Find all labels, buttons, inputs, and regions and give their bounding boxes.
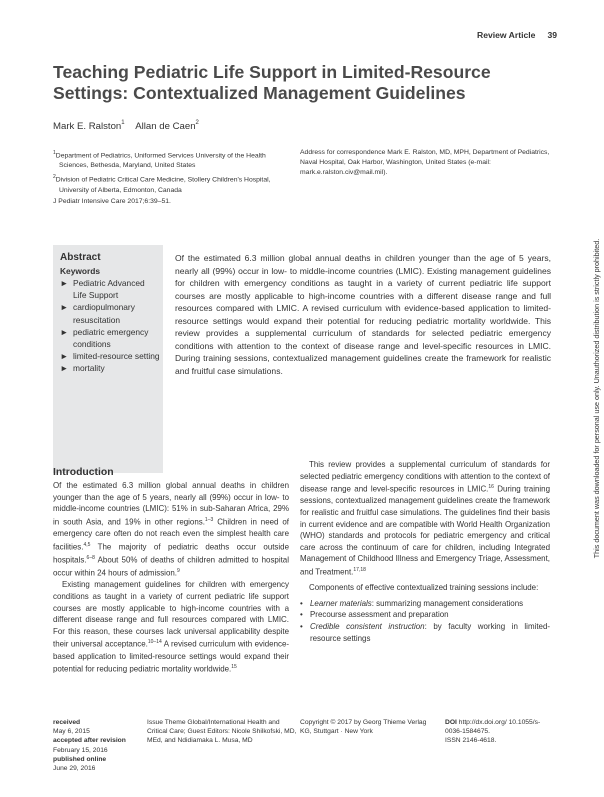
abstract-heading: Abstract (60, 252, 101, 263)
list-item (300, 621, 550, 644)
reference-citation: 4,5 (83, 541, 91, 548)
page-number: 39 (547, 30, 557, 40)
text-run: Of the estimated 6.3 million global annual deaths in children younger than the age of 5 years, nearly all (99%) occur in low- to middle-income countries (LMIC): 51% in sub-Saharan Africa, 29% in south Asia, and 19% in other regions. (53, 481, 289, 527)
body-column-left (53, 480, 289, 675)
affiliation-number: 2 (53, 174, 56, 181)
list-item (300, 609, 550, 621)
published-date: June 29, 2016 (53, 765, 96, 773)
paragraph (53, 480, 289, 579)
author-name: Mark E. Ralston (53, 121, 122, 132)
correspondence-text: Mark E. Ralston, MD, MPH, Department of Pediatrics, Naval Hospital, Oak Harbor, Washington, United States (e-mail: mark.e.ralston.civ@mail.mil). (300, 149, 550, 176)
footer-doi (445, 718, 555, 746)
keyword-item (60, 301, 160, 325)
arrow-icon: ► (60, 326, 69, 337)
keyword-item (60, 350, 160, 362)
keyword-text: pediatric emergency conditions (73, 326, 149, 350)
section-heading-introduction: Introduction (53, 467, 114, 478)
author-affil-ref: 2 (195, 120, 199, 126)
bullet-list (300, 598, 550, 644)
abstract-text: Of the estimated 6.3 million global annual deaths in children younger than the age of 5 years, nearly all (99%) occur in low- to middle-income countries (LMIC). Existing management guidelines for children with emergency conditions as taught in a variety of current pediatric life support courses are mostly applicable to high-income countries with a different disease range and full resources compared with LMIC. A revised curriculum with evidence-based application to limited-resource settings would expand their potential for reducing pediatric mortality worldwide. This review provides a supplemental curriculum of standards for selected pediatric emergency conditions with attention to the context of disease range and level-specific resources in LMIC. During training sessions, contextualized management guidelines create the framework for realistic and fruitful case simulations. (175, 253, 551, 376)
reference-citation: 1–3 (204, 516, 214, 523)
footer-dates (53, 718, 138, 773)
doi-link[interactable]: http://dx.doi.org/ 10.1055/s-0036-1584675. (445, 719, 541, 736)
download-notice: This document was downloaded for personal use only. Unauthorized distribution is strictly prohibited. (592, 238, 601, 559)
list-item-emphasis: Credible consistent instruction (310, 622, 425, 631)
reference-citation: 9 (176, 568, 180, 575)
affiliations (53, 148, 288, 197)
reference-citation: 10–14 (147, 639, 162, 646)
affiliation-text: Division of Pediatric Critical Care Medicine, Stollery Children's Hospital, University of Alberta, Edmonton, Canada (55, 176, 271, 194)
received-date: May 6, 2015 (53, 728, 90, 736)
published-label: published online (53, 755, 107, 763)
list-item (300, 598, 550, 610)
body-column-right (300, 459, 550, 644)
bullet-icon: • (300, 622, 303, 631)
affiliation-text: Department of Pediatrics, Uniformed Services University of the Health Sciences, Bethesda, Maryland, United States (55, 152, 266, 170)
keyword-text: mortality (73, 363, 105, 374)
arrow-icon: ► (60, 302, 69, 313)
text-run: During training sessions, contextualized management guidelines create the framework for realistic and fruitful case simulations. The guidelines find their basis in current evidence and are compatible with World Health Organization (WHO) standards and protocols for pediatric emergency and critical care across the continuum of care for children, including Integrated Management of Childhood Illness and Emergency Triage, Assessment, and Treatment. (300, 484, 550, 577)
article-title: Teaching Pediatric Life Support in Limited-Resource Settings: Contextualized Management Guidelines (53, 62, 491, 103)
author-list (53, 121, 199, 132)
reference-citation: 16 (488, 484, 494, 491)
list-item-text: : by faculty working in limited-resource settings (310, 622, 550, 643)
text-run: The majority of pediatric deaths occur outside hospitals. (53, 542, 289, 565)
reference-citation: 6–8 (86, 554, 95, 561)
journal-citation: J Pediatr Intensive Care 2017;6:39–51. (53, 198, 171, 205)
list-item-emphasis: Learner materials (310, 598, 372, 608)
list-item-text: : summarizing management considerations (371, 598, 524, 608)
list-item-text: Precourse assessment and preparation (310, 610, 449, 620)
correspondence (300, 148, 550, 178)
correspondence-label: Address for correspondence (300, 149, 386, 156)
affiliation-number: 1 (53, 150, 56, 156)
running-header (477, 30, 557, 40)
arrow-icon: ► (60, 351, 69, 362)
bullet-icon: • (300, 610, 303, 620)
arrow-icon: ► (60, 363, 69, 374)
reference-citation: 15 (231, 664, 237, 671)
bullet-icon: • (300, 598, 303, 608)
paragraph (300, 459, 550, 578)
text-run: Children in need of emergency care often do not reach even the simplest health care facilities. (53, 517, 289, 552)
side-note-container (592, 0, 604, 797)
affiliation (53, 172, 288, 195)
received-label: received (53, 719, 81, 726)
paragraph (53, 579, 289, 675)
text-run: A revised curriculum with evidence-based application to limited-resource settings would expand their potential for reducing pediatric mortality worldwide. (53, 639, 290, 674)
article-type: Review Article (477, 30, 536, 40)
keyword-text: Pediatric Advanced Life Support (73, 278, 145, 301)
accepted-label: accepted after revision (53, 737, 126, 745)
abstract-keywords-panel (60, 252, 160, 375)
footer-issue: Issue Theme Global/International Health and Critical Care; Guest Editors: Nicole Shilkofski, MD, MEd, and Ndidiamaka L. Musa, MD (147, 719, 297, 745)
paragraph: Components of effective contextualized training sessions include: (309, 583, 539, 593)
reference-citation: 17,18 (353, 566, 366, 573)
keywords-heading: Keywords (60, 266, 101, 276)
text-run: About 50% of deaths of children admitted to hospital occur within 24 hours of admission. (53, 555, 289, 578)
footer-copyright: Copyright © 2017 by Georg Thieme Verlag KG, Stuttgart · New York (300, 719, 427, 736)
keyword-text: cardiopulmonary resuscitation (73, 302, 135, 325)
keyword-item (60, 326, 160, 350)
affiliation (53, 148, 288, 171)
author-affil-ref: 1 (121, 120, 125, 126)
arrow-icon: ► (60, 278, 69, 288)
keyword-item (60, 277, 160, 301)
text-run: This review provides a supplemental curriculum of standards for selected pediatric emergency conditions with attention to the context of disease range and level-specific resources in LMIC. (300, 460, 550, 494)
text-run: Existing management guidelines for children with emergency conditions as taught in a variety of current pediatric life support courses are mostly applicable to high-income countries with a different disease range and full resources compared with LMIC. For this reason, these courses lack universal applicability despite their universal acceptance. (53, 580, 289, 649)
issn: ISSN 2146-4618. (445, 737, 497, 745)
doi-label: DOI (445, 719, 457, 726)
author-name: Allan de Caen (135, 121, 196, 132)
keyword-text: limited-resource setting (73, 351, 160, 362)
keyword-item (60, 362, 160, 374)
accepted-date: February 15, 2016 (53, 746, 108, 754)
